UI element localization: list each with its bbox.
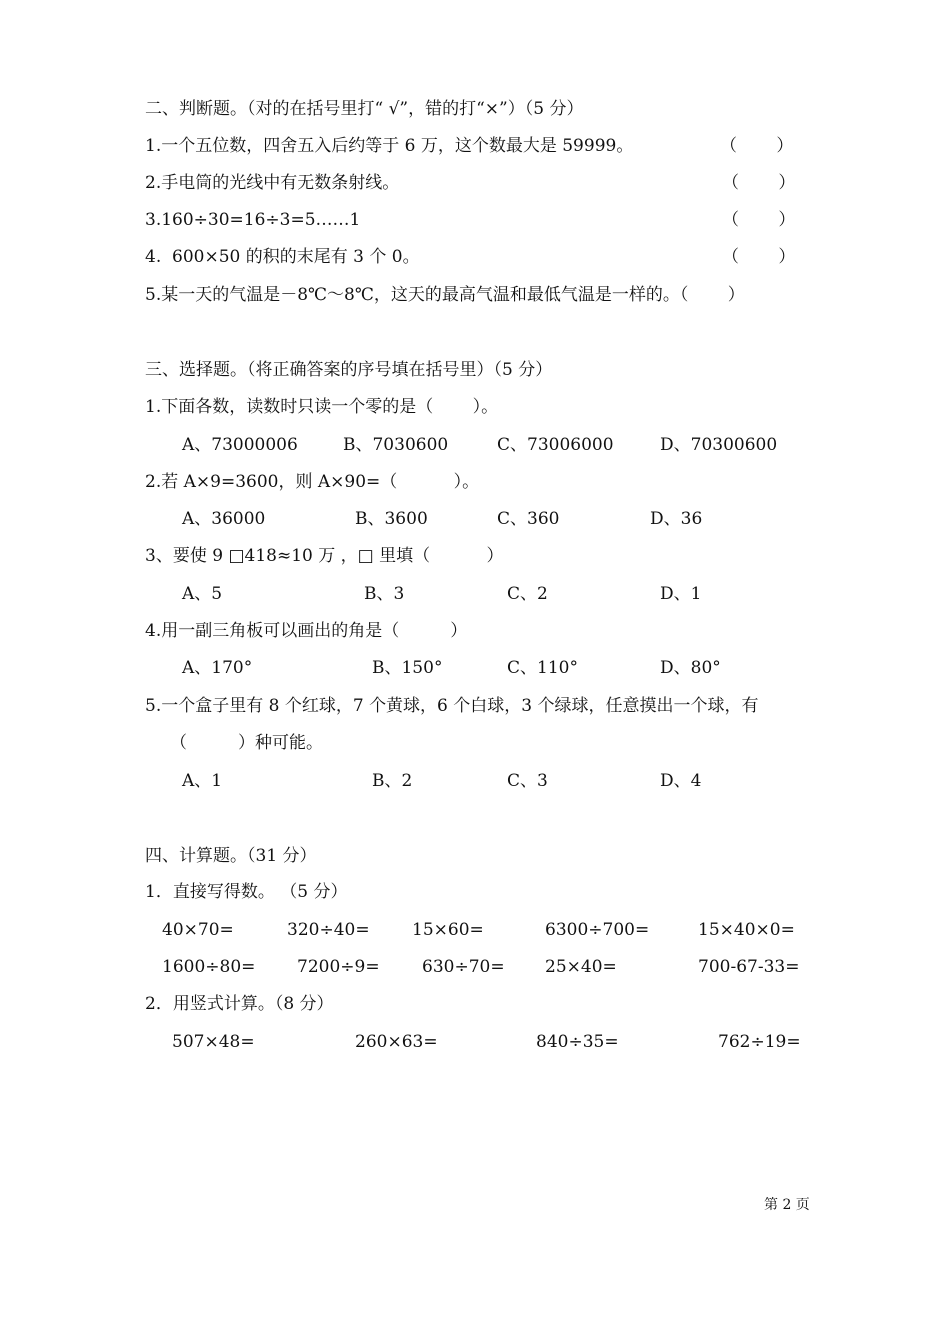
calc-expression: 7200÷9= bbox=[297, 957, 380, 977]
judge-answer-blank-3[interactable]: （ ） bbox=[722, 210, 796, 230]
calc-expression: 15×60= bbox=[412, 920, 484, 940]
calc-part2-title: 2．用竖式计算。（8 分） bbox=[145, 994, 334, 1014]
choice-q5-option-b: B、2 bbox=[372, 771, 413, 791]
calc-expression: 320÷40= bbox=[287, 920, 370, 940]
choice-q2-option-c: C、360 bbox=[497, 509, 560, 529]
choice-q4-option-c: C、110° bbox=[507, 658, 578, 678]
judge-item-2: 2.手电筒的光线中有无数条射线。 bbox=[145, 173, 400, 193]
choice-q5-stem: 5.一个盒子里有 8 个红球，7 个黄球，6 个白球，3 个绿球，任意摸出一个球，有 bbox=[145, 696, 759, 716]
judge-answer-blank-4[interactable]: （ ） bbox=[722, 247, 796, 267]
judge-item-1: 1.一个五位数，四舍五入后约等于 6 万，这个数最大是 59999。 bbox=[145, 136, 634, 156]
choice-q1-option-c: C、73006000 bbox=[497, 435, 614, 455]
page-number: 第 2 页 bbox=[764, 1197, 810, 1213]
choice-q1-option-a: A、73000006 bbox=[182, 435, 298, 455]
choice-q2-stem: 2.若 A×9=3600，则 A×90=（ ）。 bbox=[145, 472, 480, 492]
choice-q4-option-a: A、170° bbox=[182, 658, 253, 678]
section3-heading: 三、选择题。（将正确答案的序号填在括号里）（5 分） bbox=[145, 360, 553, 380]
calc-expression: 25×40= bbox=[545, 957, 617, 977]
choice-q1-option-d: D、70300600 bbox=[660, 435, 778, 455]
choice-q5-option-d: D、4 bbox=[660, 771, 702, 791]
choice-q2-option-a: A、36000 bbox=[182, 509, 266, 529]
choice-q5-option-a: A、1 bbox=[182, 771, 223, 791]
calc-expression: 700-67-33= bbox=[698, 957, 800, 977]
calc-expression: 15×40×0= bbox=[698, 920, 795, 940]
calc-expression: 630÷70= bbox=[422, 957, 505, 977]
choice-q3-option-c: C、2 bbox=[507, 584, 548, 604]
vertical-calc-expression: 260×63= bbox=[355, 1032, 438, 1052]
vertical-calc-expression: 762÷19= bbox=[718, 1032, 801, 1052]
calc-expression: 1600÷80= bbox=[162, 957, 256, 977]
judge-answer-blank-2[interactable]: （ ） bbox=[722, 173, 796, 193]
choice-q5-option-c: C、3 bbox=[507, 771, 548, 791]
choice-q4-stem: 4.用一副三角板可以画出的角是（ ） bbox=[145, 621, 468, 641]
vertical-calc-expression: 840÷35= bbox=[536, 1032, 619, 1052]
choice-q4-option-b: B、150° bbox=[372, 658, 443, 678]
calc-expression: 40×70= bbox=[162, 920, 234, 940]
choice-q3-stem: 3、要使 9 □418≈10 万 ，□ 里填（ ） bbox=[145, 546, 504, 566]
judge-item-5: 5.某一天的气温是－8℃～8℃，这天的最高气温和最低气温是一样的。（ ） bbox=[145, 285, 745, 305]
choice-q3-option-a: A、5 bbox=[182, 584, 223, 604]
section4-heading: 四、计算题。（31 分） bbox=[145, 846, 317, 866]
choice-q2-option-d: D、36 bbox=[650, 509, 703, 529]
choice-q2-option-b: B、3600 bbox=[355, 509, 428, 529]
section2-heading: 二、判断题。（对的在括号里打“ √”，错的打“×”）（5 分） bbox=[145, 99, 584, 119]
judge-item-4: 4. 600×50 的积的末尾有 3 个 0。 bbox=[145, 247, 420, 267]
choice-q3-option-d: D、1 bbox=[660, 584, 702, 604]
choice-q1-stem: 1.下面各数，读数时只读一个零的是（ ）。 bbox=[145, 397, 499, 417]
calc-expression: 6300÷700= bbox=[545, 920, 650, 940]
choice-q1-option-b: B、7030600 bbox=[343, 435, 449, 455]
judge-answer-blank-1[interactable]: （ ） bbox=[720, 136, 794, 156]
judge-item-3: 3.160÷30=16÷3=5……1 bbox=[145, 210, 361, 230]
calc-part1-title: 1．直接写得数。 （5 分） bbox=[145, 882, 348, 902]
choice-q5-stem-continued: （ ）种可能。 bbox=[170, 733, 323, 753]
choice-q3-option-b: B、3 bbox=[364, 584, 405, 604]
vertical-calc-expression: 507×48= bbox=[172, 1032, 255, 1052]
choice-q4-option-d: D、80° bbox=[660, 658, 721, 678]
